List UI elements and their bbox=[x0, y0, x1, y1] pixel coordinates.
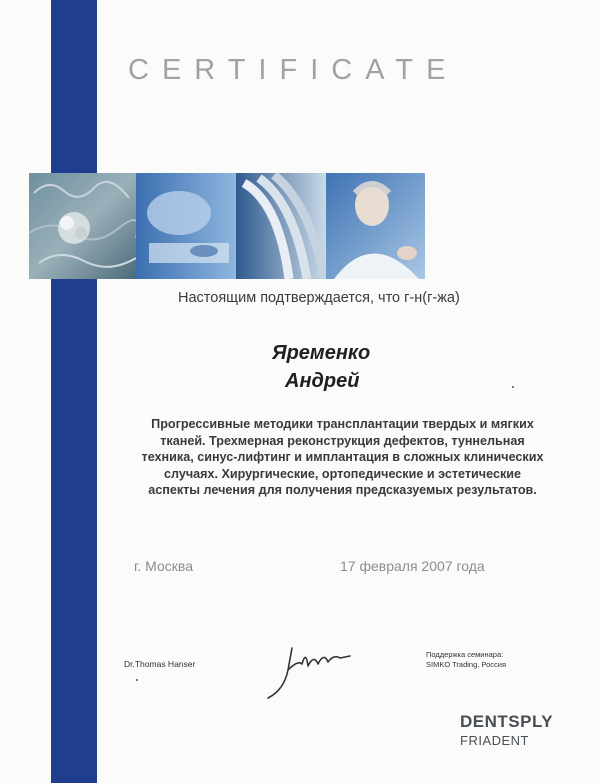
blue-side-band bbox=[51, 0, 97, 783]
handwritten-signature bbox=[258, 640, 354, 700]
logo-line-dentsply: DENTSPLY bbox=[460, 712, 554, 731]
tissue-micrograph-photo bbox=[29, 173, 138, 279]
speck bbox=[136, 679, 138, 681]
recipient-surname: Яременко bbox=[272, 342, 371, 364]
logo-line-friadent: FRIADENT bbox=[460, 733, 529, 748]
speck bbox=[512, 386, 514, 388]
doctor-portrait-photo bbox=[326, 173, 425, 279]
recipient-first-name: Андрей bbox=[285, 370, 360, 392]
seminar-support-label: Поддержка семинара: bbox=[426, 650, 504, 659]
issue-city: г. Москва bbox=[134, 558, 193, 574]
implant-thread-graphic bbox=[236, 173, 326, 279]
photo-collage bbox=[29, 173, 425, 279]
course-description: Прогрессивные методики трансплантации твердых и мягких тканей. Трехмерная реконструкция дефектов, туннельная техника, синус-лифтинг и имплантация в сложных клинических случаях. Хирургические, ортопедические и эстетические аспекты лечения для получения предсказуемых результатов. bbox=[141, 417, 544, 497]
confirmation-text: Настоящим подтверждается, что г-н(г-жа) bbox=[178, 290, 460, 306]
seminar-support-organization: SIMKO Trading, Россия bbox=[426, 660, 507, 669]
surgery-photo bbox=[136, 173, 236, 279]
issue-date: 17 февраля 2007 года bbox=[340, 558, 485, 574]
dentsply-friadent-logo bbox=[460, 712, 560, 760]
certificate-title: CERTIFICATE bbox=[128, 54, 459, 86]
signer-name: Dr.Thomas Hanser bbox=[124, 659, 196, 669]
